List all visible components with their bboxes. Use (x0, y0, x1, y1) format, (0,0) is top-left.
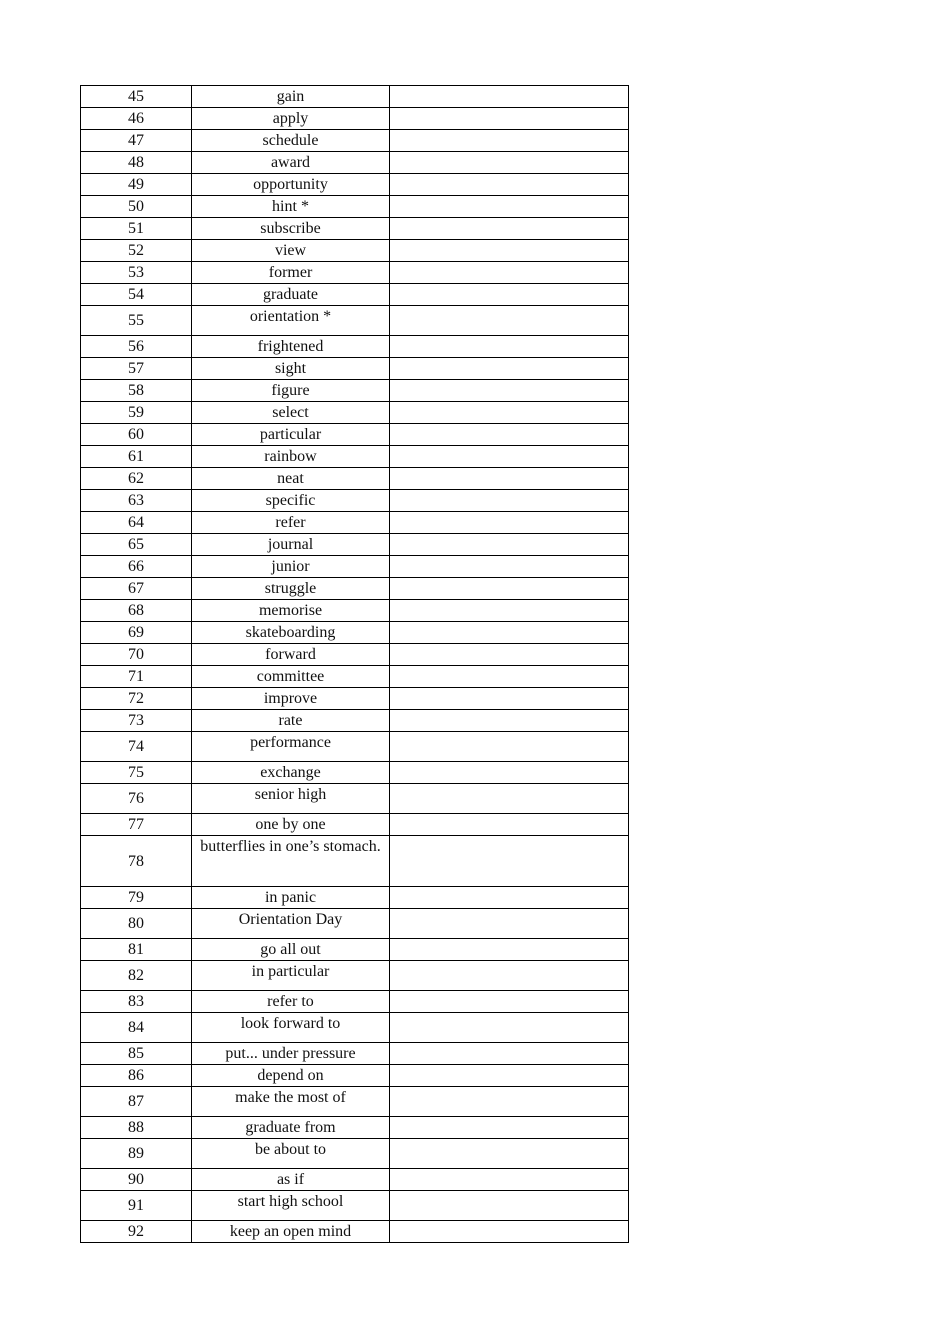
vocabulary-word: junior (192, 556, 390, 578)
answer-cell[interactable] (390, 108, 629, 130)
vocabulary-word: exchange (192, 762, 390, 784)
table-row (81, 961, 629, 991)
vocabulary-word: particular (192, 424, 390, 446)
vocabulary-word: refer to (192, 991, 390, 1013)
row-number: 77 (81, 814, 192, 836)
vocabulary-word: Orientation Day (192, 909, 390, 939)
table-row (81, 512, 629, 534)
table-row (81, 1139, 629, 1169)
table-row (81, 1087, 629, 1117)
answer-cell[interactable] (390, 644, 629, 666)
row-number: 47 (81, 130, 192, 152)
vocabulary-word: skateboarding (192, 622, 390, 644)
table-row (81, 666, 629, 688)
table-row (81, 1117, 629, 1139)
table-row (81, 1013, 629, 1043)
vocabulary-word: put... under pressure (192, 1043, 390, 1065)
row-number: 79 (81, 887, 192, 909)
table-row (81, 688, 629, 710)
table-row (81, 490, 629, 512)
answer-cell[interactable] (390, 152, 629, 174)
row-number: 75 (81, 762, 192, 784)
answer-cell[interactable] (390, 961, 629, 991)
row-number: 65 (81, 534, 192, 556)
table-row (81, 732, 629, 762)
vocabulary-word: keep an open mind (192, 1221, 390, 1243)
table-row (81, 424, 629, 446)
vocabulary-word: be about to (192, 1139, 390, 1169)
row-number: 57 (81, 358, 192, 380)
vocabulary-word: neat (192, 468, 390, 490)
answer-cell[interactable] (390, 512, 629, 534)
answer-cell[interactable] (390, 196, 629, 218)
row-number: 89 (81, 1139, 192, 1169)
vocabulary-word: sight (192, 358, 390, 380)
vocabulary-word: award (192, 152, 390, 174)
answer-cell[interactable] (390, 380, 629, 402)
answer-cell[interactable] (390, 991, 629, 1013)
row-number: 83 (81, 991, 192, 1013)
answer-cell[interactable] (390, 887, 629, 909)
vocabulary-table-body (81, 86, 629, 1243)
answer-cell[interactable] (390, 424, 629, 446)
answer-cell[interactable] (390, 784, 629, 814)
vocabulary-word: make the most of (192, 1087, 390, 1117)
vocabulary-word: schedule (192, 130, 390, 152)
table-row (81, 1043, 629, 1065)
table-row (81, 130, 629, 152)
row-number: 91 (81, 1191, 192, 1221)
table-row (81, 402, 629, 424)
answer-cell[interactable] (390, 306, 629, 336)
vocabulary-word: start high school (192, 1191, 390, 1221)
table-row (81, 784, 629, 814)
table-row (81, 446, 629, 468)
table-row (81, 939, 629, 961)
row-number: 87 (81, 1087, 192, 1117)
vocabulary-word: subscribe (192, 218, 390, 240)
vocabulary-word: frightened (192, 336, 390, 358)
vocabulary-word: refer (192, 512, 390, 534)
row-number: 48 (81, 152, 192, 174)
answer-cell[interactable] (390, 1117, 629, 1139)
answer-cell[interactable] (390, 336, 629, 358)
row-number: 86 (81, 1065, 192, 1087)
row-number: 71 (81, 666, 192, 688)
row-number: 72 (81, 688, 192, 710)
table-row (81, 814, 629, 836)
vocabulary-word: view (192, 240, 390, 262)
row-number: 52 (81, 240, 192, 262)
row-number: 76 (81, 784, 192, 814)
vocabulary-word: gain (192, 86, 390, 108)
vocabulary-word: rainbow (192, 446, 390, 468)
vocabulary-word: memorise (192, 600, 390, 622)
table-row (81, 909, 629, 939)
answer-cell[interactable] (390, 1043, 629, 1065)
table-row (81, 710, 629, 732)
vocabulary-word: rate (192, 710, 390, 732)
answer-cell[interactable] (390, 622, 629, 644)
table-row (81, 108, 629, 130)
table-row (81, 468, 629, 490)
answer-cell[interactable] (390, 1139, 629, 1169)
answer-cell[interactable] (390, 468, 629, 490)
row-number: 55 (81, 306, 192, 336)
row-number: 68 (81, 600, 192, 622)
row-number: 53 (81, 262, 192, 284)
vocabulary-word: struggle (192, 578, 390, 600)
table-row (81, 991, 629, 1013)
answer-cell[interactable] (390, 762, 629, 784)
vocabulary-word: journal (192, 534, 390, 556)
answer-cell[interactable] (390, 600, 629, 622)
table-row (81, 86, 629, 108)
table-row (81, 1191, 629, 1221)
vocabulary-word: apply (192, 108, 390, 130)
vocabulary-word: figure (192, 380, 390, 402)
row-number: 51 (81, 218, 192, 240)
vocabulary-word: in panic (192, 887, 390, 909)
table-row (81, 358, 629, 380)
answer-cell[interactable] (390, 218, 629, 240)
row-number: 58 (81, 380, 192, 402)
table-row (81, 284, 629, 306)
table-row (81, 600, 629, 622)
row-number: 60 (81, 424, 192, 446)
vocabulary-word: senior high (192, 784, 390, 814)
vocabulary-word: in particular (192, 961, 390, 991)
answer-cell[interactable] (390, 262, 629, 284)
answer-cell[interactable] (390, 710, 629, 732)
table-row (81, 1065, 629, 1087)
row-number: 84 (81, 1013, 192, 1043)
row-number: 81 (81, 939, 192, 961)
answer-cell[interactable] (390, 1013, 629, 1043)
answer-cell[interactable] (390, 556, 629, 578)
answer-cell[interactable] (390, 86, 629, 108)
vocabulary-word: opportunity (192, 174, 390, 196)
answer-cell[interactable] (390, 688, 629, 710)
answer-cell[interactable] (390, 240, 629, 262)
vocabulary-word: one by one (192, 814, 390, 836)
row-number: 49 (81, 174, 192, 196)
table-row (81, 1221, 629, 1243)
vocabulary-word: as if (192, 1169, 390, 1191)
answer-cell[interactable] (390, 1191, 629, 1221)
row-number: 45 (81, 86, 192, 108)
vocabulary-table (80, 85, 629, 1243)
answer-cell[interactable] (390, 578, 629, 600)
vocabulary-word: go all out (192, 939, 390, 961)
vocabulary-word: graduate from (192, 1117, 390, 1139)
answer-cell[interactable] (390, 1087, 629, 1117)
answer-cell[interactable] (390, 1065, 629, 1087)
vocabulary-word: butterflies in one’s stomach. (192, 836, 390, 887)
answer-cell[interactable] (390, 814, 629, 836)
row-number: 64 (81, 512, 192, 534)
vocabulary-word: committee (192, 666, 390, 688)
answer-cell[interactable] (390, 836, 629, 887)
answer-cell[interactable] (390, 909, 629, 939)
vocabulary-word: look forward to (192, 1013, 390, 1043)
row-number: 82 (81, 961, 192, 991)
table-row (81, 262, 629, 284)
row-number: 50 (81, 196, 192, 218)
row-number: 85 (81, 1043, 192, 1065)
row-number: 88 (81, 1117, 192, 1139)
vocabulary-word: performance (192, 732, 390, 762)
answer-cell[interactable] (390, 1221, 629, 1243)
row-number: 63 (81, 490, 192, 512)
row-number: 67 (81, 578, 192, 600)
table-row (81, 1169, 629, 1191)
answer-cell[interactable] (390, 358, 629, 380)
table-row (81, 644, 629, 666)
row-number: 92 (81, 1221, 192, 1243)
table-row (81, 336, 629, 358)
answer-cell[interactable] (390, 490, 629, 512)
row-number: 54 (81, 284, 192, 306)
row-number: 56 (81, 336, 192, 358)
row-number: 61 (81, 446, 192, 468)
table-row (81, 152, 629, 174)
answer-cell[interactable] (390, 534, 629, 556)
table-row (81, 306, 629, 336)
row-number: 90 (81, 1169, 192, 1191)
table-row (81, 887, 629, 909)
vocabulary-word: forward (192, 644, 390, 666)
table-row (81, 240, 629, 262)
answer-cell[interactable] (390, 732, 629, 762)
table-row (81, 174, 629, 196)
vocabulary-word: orientation * (192, 306, 390, 336)
row-number: 69 (81, 622, 192, 644)
table-row (81, 578, 629, 600)
answer-cell[interactable] (390, 130, 629, 152)
row-number: 80 (81, 909, 192, 939)
row-number: 46 (81, 108, 192, 130)
table-row (81, 836, 629, 887)
row-number: 59 (81, 402, 192, 424)
row-number: 70 (81, 644, 192, 666)
vocabulary-word: select (192, 402, 390, 424)
table-row (81, 534, 629, 556)
answer-cell[interactable] (390, 666, 629, 688)
row-number: 66 (81, 556, 192, 578)
answer-cell[interactable] (390, 284, 629, 306)
answer-cell[interactable] (390, 939, 629, 961)
row-number: 74 (81, 732, 192, 762)
answer-cell[interactable] (390, 446, 629, 468)
row-number: 73 (81, 710, 192, 732)
table-row (81, 380, 629, 402)
vocabulary-word: improve (192, 688, 390, 710)
answer-cell[interactable] (390, 174, 629, 196)
vocabulary-word: former (192, 262, 390, 284)
row-number: 78 (81, 836, 192, 887)
answer-cell[interactable] (390, 402, 629, 424)
table-row (81, 622, 629, 644)
vocabulary-word: depend on (192, 1065, 390, 1087)
answer-cell[interactable] (390, 1169, 629, 1191)
row-number: 62 (81, 468, 192, 490)
vocabulary-word: specific (192, 490, 390, 512)
vocabulary-word: hint * (192, 196, 390, 218)
table-row (81, 556, 629, 578)
table-row (81, 218, 629, 240)
table-row (81, 762, 629, 784)
vocabulary-word: graduate (192, 284, 390, 306)
table-row (81, 196, 629, 218)
